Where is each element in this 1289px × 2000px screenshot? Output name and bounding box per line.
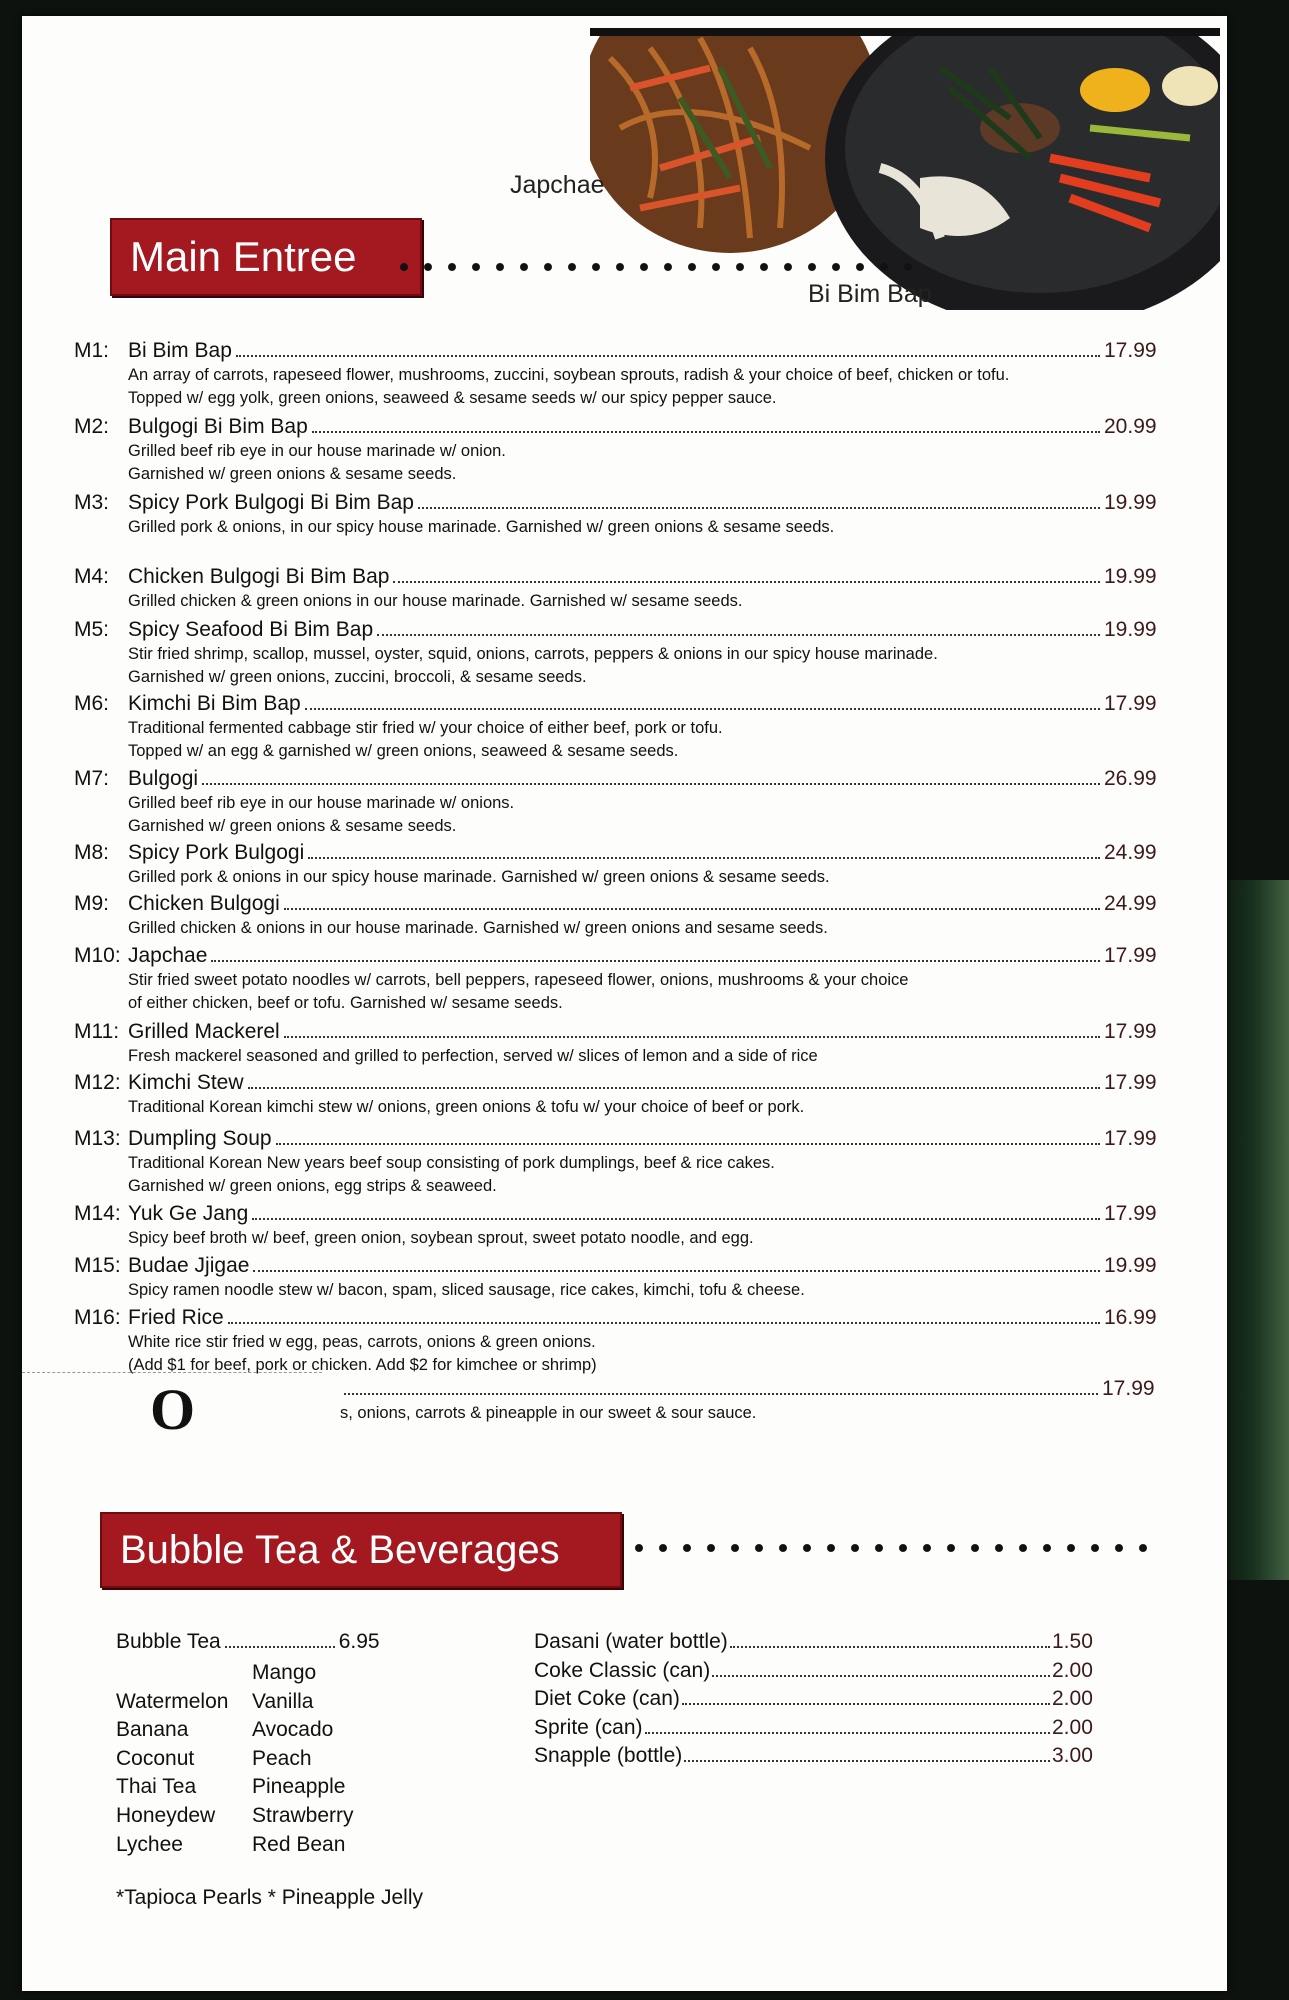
item-name: Dumpling Soup [128,1127,272,1150]
menu-item [74,766,1157,838]
bubble-tea-price: 6.95 [338,1630,380,1653]
heading-dot-rule [392,260,912,274]
drink-price: 2.00 [1052,1687,1093,1710]
drink-item [534,1657,1093,1686]
item-code: M5: [74,618,110,641]
item-price: 24.99 [1104,892,1157,915]
item-name: Bi Bim Bap [128,339,232,362]
flavor-item: Watermelon [116,1689,229,1713]
item-name: Yuk Ge Jang [128,1202,249,1225]
dot-leader [253,1270,1100,1272]
item-name: Chicken Bulgogi [128,892,280,915]
flavor-column-right [252,1659,354,1859]
menu-item [74,414,1157,486]
item-description: Spicy beef broth w/ beef, green onion, soybean sprout, sweet potato noodle, and egg. [128,1229,754,1247]
drink-name: Sprite (can) [534,1715,643,1739]
item-name: Bulgogi [128,767,199,790]
item-description: Topped w/ egg yolk, green onions, seaweed & sesame seeds w/ our spicy pepper sauce. [128,389,777,407]
item-price: 17.99 [1104,1071,1157,1094]
photo-caption-japchae: Japchae [510,171,605,199]
item-description: of either chicken, beef or tofu. Garnished w/ sesame seeds. [128,994,563,1012]
dot-leader [393,581,1100,583]
drink-name: Coke Classic (can) [534,1658,711,1682]
partial-menu-item [340,1376,1155,1425]
item-name: Bulgogi Bi Bim Bap [128,415,308,438]
item-price: 17.99 [1102,1377,1155,1400]
item-code: M7: [74,767,110,790]
toppings-note: *Tapioca Pearls * Pineapple Jelly [116,1886,424,1909]
item-description: Traditional fermented cabbage stir fried w/ your choice of either beef, pork or tofu. [128,719,723,737]
flavor-item: Peach [252,1746,312,1770]
menu-item [74,490,1157,539]
item-code: M8: [74,841,110,864]
photo-caption-bibimbap: Bi Bim Bap [808,280,932,308]
menu-item [74,564,1157,613]
heading-dot-rule [627,1541,1147,1555]
item-code: M11: [74,1020,120,1043]
dot-leader [276,1143,1100,1145]
dot-leader [344,1393,1098,1395]
dot-leader [377,634,1100,636]
item-description: Grilled chicken & green onions in our house marinade. Garnished w/ sesame seeds. [128,592,743,610]
item-name: Kimchi Bi Bim Bap [128,692,301,715]
flavor-item: Red Bean [252,1832,346,1856]
menu-item [74,943,1157,1015]
item-code: M1: [74,339,110,362]
item-description: Topped w/ an egg & garnished w/ green onions, seaweed & sesame seeds. [128,742,679,760]
dot-leader [684,1760,1050,1762]
drink-name: Diet Coke (can) [534,1687,680,1710]
dot-leader [252,1218,1100,1220]
main-entree-heading: Main Entree [110,218,422,296]
item-code: M12: [74,1071,121,1094]
item-price: 17.99 [1104,692,1157,715]
item-price: 19.99 [1104,1254,1157,1277]
drink-item [534,1628,1093,1657]
dot-leader [682,1703,1050,1705]
dot-leader [284,908,1100,910]
flavor-item: Coconut [116,1746,195,1770]
bubble-tea-row [116,1628,380,1657]
dot-leader [284,1036,1100,1038]
item-price: 19.99 [1104,618,1157,641]
menu-item [74,1253,1157,1302]
dot-leader [305,708,1100,710]
drink-list [534,1628,1093,1771]
item-description: Grilled beef rib eye in our house marinade w/ onions. [128,794,515,812]
drink-price: 1.50 [1052,1630,1093,1653]
item-name: Japchae [128,944,208,967]
item-price: 17.99 [1104,944,1157,967]
menu-item [74,617,1157,689]
menu-item [74,1126,1157,1198]
item-description: Stir fried shrimp, scallop, mussel, oyster, squid, onions, carrots, peppers & onions in our spicy house marinade. [128,645,938,663]
menu-item [74,1070,1157,1119]
item-code: M13: [74,1127,121,1150]
drink-item [534,1742,1093,1771]
item-code: M9: [74,892,110,915]
item-description: Grilled chicken & onions in our house marinade. Garnished w/ green onions and sesame seeds. [128,919,828,937]
bubble-tea-name: Bubble Tea [116,1630,221,1653]
flavor-item [116,1659,228,1688]
dot-leader [730,1646,1050,1648]
item-description: Fresh mackerel seasoned and grilled to perfection, served w/ slices of lemon and a side of rice [128,1047,818,1065]
menu-item [74,1305,1157,1377]
item-name: Spicy Seafood Bi Bim Bap [128,618,374,641]
dot-leader [312,431,1100,433]
item-price: 17.99 [1104,1020,1157,1043]
item-description: Spicy ramen noodle stew w/ bacon, spam, sliced sausage, rice cakes, kimchi, tofu & cheese. [128,1281,805,1299]
item-description: White rice stir fried w egg, peas, carrots, onions & green onions. [128,1333,596,1351]
menu-item [74,891,1157,940]
flavor-item: Banana [116,1718,189,1742]
item-code: M4: [74,565,110,588]
item-name: Spicy Pork Bulgogi Bi Bim Bap [128,491,414,514]
menu-item [74,840,1157,889]
item-price: 19.99 [1104,565,1157,588]
dot-leader [225,1646,335,1648]
dot-leader [211,960,1100,962]
flavor-item: Strawberry [252,1803,354,1827]
item-description: Garnished w/ green onions, zuccini, broccoli, & sesame seeds. [128,668,587,686]
flavor-item: Mango [252,1661,317,1684]
item-price: 17.99 [1104,1127,1157,1150]
flavor-item: Lychee [116,1832,183,1856]
item-code: M16: [74,1306,121,1329]
flavor-item: Honeydew [116,1803,216,1827]
item-description: Grilled pork & onions in our spicy house marinade. Garnished w/ green onions & sesame seeds. [128,868,830,886]
dot-leader [308,857,1100,859]
item-name: Grilled Mackerel [128,1020,280,1043]
item-code: M6: [74,692,110,715]
item-code: M2: [74,415,110,438]
dot-leader [248,1087,1100,1089]
partial-letter: O [150,1377,196,1442]
item-name: Budae Jjigae [128,1254,250,1277]
item-name: Kimchi Stew [128,1071,244,1094]
flavor-item: Avocado [252,1718,334,1742]
menu-item [74,338,1157,410]
flavor-column-left [116,1659,228,1859]
cut-line [22,1372,322,1373]
item-description: Stir fried sweet potato noodles w/ carrots, bell peppers, rapeseed flower, onions, mushrooms & your choice [128,971,909,989]
item-description: Garnished w/ green onions, egg strips & seaweed. [128,1177,497,1195]
item-description: s, onions, carrots & pineapple in our sweet & sour sauce. [340,1404,757,1422]
item-code: M14: [74,1202,121,1225]
item-price: 24.99 [1104,841,1157,864]
menu-page [22,16,1227,1991]
item-code: M3: [74,491,110,514]
drink-price: 3.00 [1052,1744,1093,1767]
item-name: Spicy Pork Bulgogi [128,841,305,864]
drink-name: Dasani (water bottle) [534,1630,728,1653]
item-description: (Add $1 for beef, pork or chicken. Add $2 for kimchee or shrimp) [128,1356,597,1374]
item-price: 16.99 [1104,1306,1157,1329]
item-description: An array of carrots, rapeseed flower, mushrooms, zuccini, soybean sprouts, radish & your choice of beef, chicken or tofu. [128,366,1010,384]
menu-item [74,1019,1157,1068]
item-price: 19.99 [1104,491,1157,514]
item-price: 20.99 [1104,415,1157,438]
item-description: Traditional Korean kimchi stew w/ onions, green onions & tofu w/ your choice of beef or pork. [128,1098,805,1116]
item-description: Garnished w/ green onions & sesame seeds. [128,817,457,835]
item-price: 26.99 [1104,767,1157,790]
menu-item [74,1201,1157,1250]
flavor-item: Vanilla [252,1689,314,1713]
item-price: 17.99 [1104,1202,1157,1225]
dot-leader [228,1322,1100,1324]
beverages-heading: Bubble Tea & Beverages [100,1512,622,1588]
dot-leader [418,507,1100,509]
drink-price: 2.00 [1052,1715,1093,1739]
menu-item [74,691,1157,763]
item-name: Fried Rice [128,1306,224,1329]
flavor-item: Thai Tea [116,1775,197,1799]
dot-leader [202,783,1100,785]
dot-leader [645,1732,1050,1734]
drink-item [534,1685,1093,1714]
drink-name: Snapple (bottle) [534,1744,683,1767]
item-description: Grilled pork & onions, in our spicy house marinade. Garnished w/ green onions & sesame seeds. [128,518,835,536]
item-price: 17.99 [1104,339,1157,362]
drink-item [534,1714,1093,1743]
item-name: Chicken Bulgogi Bi Bim Bap [128,565,390,588]
item-description: Traditional Korean New years beef soup consisting of pork dumplings, beef & rice cakes. [128,1154,775,1172]
item-code: M15: [74,1254,121,1277]
item-description: Garnished w/ green onions & sesame seeds. [128,465,457,483]
flavor-item: Pineapple [252,1775,346,1799]
item-code: M10: [74,944,121,967]
dot-leader [236,355,1100,357]
drink-price: 2.00 [1052,1658,1093,1682]
item-description: Grilled beef rib eye in our house marinade w/ onion. [128,442,506,460]
dot-leader [712,1675,1050,1677]
